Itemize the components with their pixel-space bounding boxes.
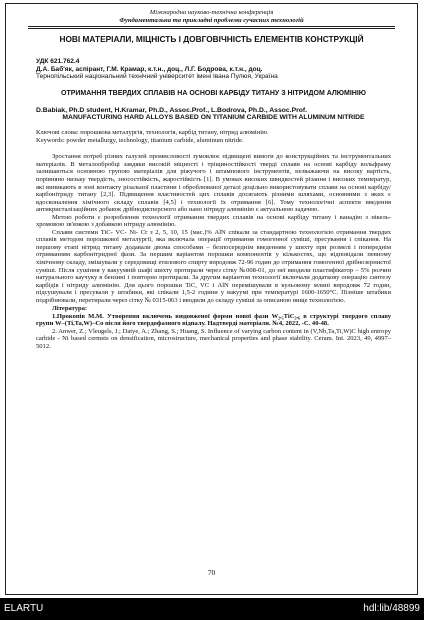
- english-block: [36, 107, 391, 123]
- conference-name: Міжнародна науково-технічна конференція: [149, 9, 274, 16]
- conference-subtitle: Фундаментальна та прикладні проблеми сучасних технологій: [119, 17, 304, 24]
- paper-page: [5, 3, 418, 595]
- reference-1-text: 1.Прокопів М.М. Утворення включень вюдовженої форми нової фази W₂,₅TiC₂,₆ в структурі твердого сплаву групи W–(Ti,Ta,W)–Co після його твердофазного відпалу. Надтверді матеріали. №4, 2022, -С. 40-48.: [36, 312, 391, 328]
- paragraph-aim: Метою роботи є розроблення технології отримання твердих сплавів на основі карбіду титану і ванадію з нікель-хромовою зв'язкою з добавкою нітриду алюмінію.: [36, 213, 391, 229]
- paper-title-uk: ОТРИМАННЯ ТВЕРДИХ СПЛАВІВ НА ОСНОВІ КАРБІДУ ТИТАНУ З НІТРИДОМ АЛЮМІНІЮ: [61, 89, 366, 97]
- reference-2-text: 2. Anwer, Z.; Vleugels, J.; Datye, A.; Zhang, S.; Huang, S. Influence of varying carbon content in (V,Nb,Ta,Ti,W)C high entropy carbide - Ni based cermets on densification, microstructure, mechanical properties and phase stability. Ceram. Int. 2023, 49, 4997–5012.: [36, 327, 391, 350]
- footer-left-label: ELARTU: [4, 603, 44, 614]
- footer-bar: [0, 598, 424, 620]
- literature-heading: Література:: [52, 305, 88, 313]
- reference-2: [36, 328, 391, 351]
- authors-en: D.Babiak, Ph.D student, H.Kramar, Ph.D., Assoc.Prof., L.Bodrova, Ph.D., Assoc.Prof.: [36, 106, 308, 114]
- paper-body: [6, 58, 417, 351]
- reference-1: [36, 313, 391, 328]
- section-title: НОВІ МАТЕРІАЛИ, МІЦНІСТЬ І ДОВГОВІЧНІСТЬ ЕЛЕМЕНТІВ КОНСТРУКЦІЙ: [59, 34, 364, 44]
- authors-uk: Д.А. Баб'як, аспірант, Г.М. Крамар, к.т.н., доц., Л.Г. Бодрова, к.т.н., доц.: [36, 65, 263, 73]
- university: Тернопільський національний технічний університет імені Івана Пулюя, Україна: [36, 73, 278, 81]
- keywords-uk: Ключові слова: порошкова металургія, технологія, карбід титану, нітрид алюмінію.: [36, 129, 269, 137]
- header-rule: [28, 26, 395, 29]
- conference-header: [6, 9, 417, 25]
- paper-title-en: MANUFACTURING HARD ALLOYS BASED ON TITANIUM CARBIDE WITH ALUMINUM NITRIDE: [62, 114, 365, 122]
- footer-handle: hdl:lib/48899: [363, 603, 420, 614]
- keywords-en: Keywords: powder metallurgy, technology, titanium carbide, aluminum nitride.: [36, 136, 244, 144]
- paragraph-intro: Зростання потреб різних галузей промисловості зумовлює підвищені вимоги до конструкційних та інструментальних матеріалів. В металообробці завдяки високій міцності і тріщиностійкості тверді сплави на основі карбіду вольфраму залишаються основною групою матеріалів для ріжучого і штампового інструментів, незважаючи на високу вартість, порівняно низьку твердість, зносостійкість, жаростійкість [1]. В умовах високих швидкостей різання і високих температур, які виникають в зоні контакту різальної пластини і оброблюваної деталі доцільно використовувати сплави на основі карбіду/карбонітриду титану [2,3]. Підвищення властивостей цих сплавів досягають різними шляхами, основними з яких є вдосконалення хімічного складу сплавів [4,5] і технології їх отримання [6]. Тому технологічні аспекти введення антикристалізаційних добавок дрібнодисперсного або нано нітриду алюмінію є актуальною задачею.: [36, 153, 391, 214]
- page-number: 70: [207, 568, 216, 577]
- paragraph-method: Сплави системи TiC- VC- Ni- Cr з 2, 5, 10, 15 (мас.)% AlN спікали за стандартною технологією отримання твердих сплавів методом порошкової металургії, яка включала операції отримання гомогенної суміші, пресування і спікання. На першому етапі нітрид титану додавали двома способами – безпосереднім введенням у шихту при розмелі і попереднім отриманням карбонітридної фази. За першим варіантом порошки компонентів у кількостях, що відповідали певному хімічному складу, змішували у середовищі етилового спирту впродовж 72-96 годин до отримання гомогенної дрібнозернистої суміші. Після сушіння у вакуумній шафі шихту протирали через сітку №008-01, до неї вводили пластифікатор – 5% розчин натурального каучуку в бензині і повторно протирали. За другим варіантом технології включали додаткову операцію синтезу карбідів і нітриду алюмінію. Для цього порошки TiC, VC і AlN перемішували в кульовому млині впродовж 72 годин, підсушували і пресували у штабики, які спікали 1,5-2 години у вакуумі при температурі 1600-1650°С. Пізніше штабики подрібнювали, перетирали через сітку № 0315-063 і вводили до складу суміші за описаною вище технологією.: [36, 228, 391, 304]
- udk-code: УДК 621.762.4: [36, 58, 80, 65]
